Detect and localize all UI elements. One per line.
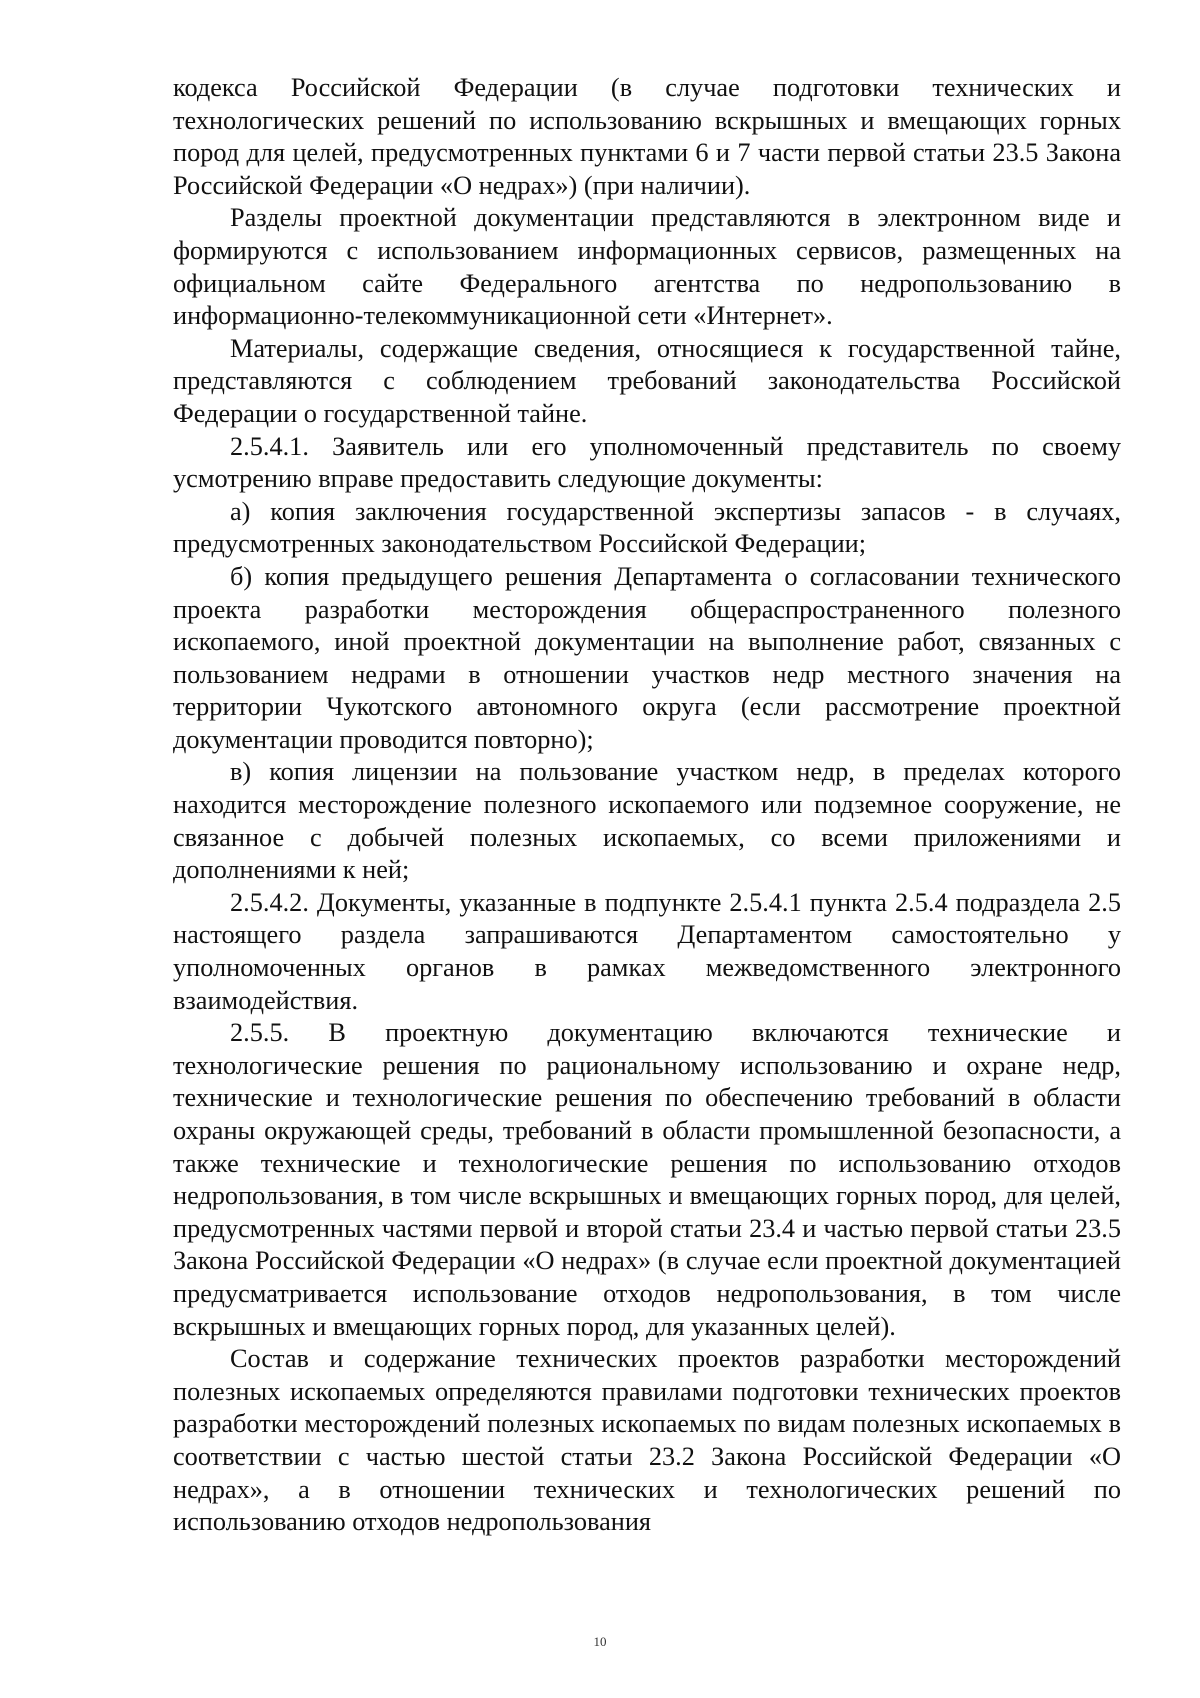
paragraph-5: а) копия заключения государственной экспертизы запасов - в случаях, предусмотренных законодательством Российской Федерации; xyxy=(173,496,1121,559)
paragraph-4: 2.5.4.1. Заявитель или его уполномоченный представитель по своему усмотрению вправе предоставить следующие документы: xyxy=(173,431,1121,494)
paragraph-9: 2.5.5. В проектную документацию включаются технические и технологические решения по рациональному использованию и охране недр, технические и технологические решения по обеспечению требований в области охраны окружающей среды, требований в области промышленной безопасности, а также технические и технологические решения по использованию отходов недропользования, в том числе вскрышных и вмещающих горных пород, для целей, предусмотренных частями первой и второй статьи 23.4 и частью первой статьи 23.5 Закона Российской Федерации «О недрах» (в случае если проектной документацией предусматривается использование отходов недропользования, в том числе вскрышных и вмещающих горных пород, для указанных целей). xyxy=(173,1018,1121,1341)
paragraph-10: Состав и содержание технических проектов разработки месторождений полезных ископаемых определяются правилами подготовки технических проектов разработки месторождений полезных ископаемых по видам полезных ископаемых в соответствии с частью шестой статьи 23.2 Закона Российской Федерации «О недрах», а в отношении технических и технологических решений по использованию отходов недропользования xyxy=(173,1344,1121,1537)
document-page xyxy=(173,72,1121,1539)
paragraph-8: 2.5.4.2. Документы, указанные в подпункте 2.5.4.1 пункта 2.5.4 подраздела 2.5 настоящего раздела запрашиваются Департаментом самостоятельно у уполномоченных органов в рамках межведомственного электронного взаимодействия. xyxy=(173,887,1121,1015)
paragraph-1: кодекса Российской Федерации (в случае подготовки технических и технологических решений по использованию вскрышных и вмещающих горных пород для целей, предусмотренных пунктами 6 и 7 части первой статьи 23.5 Закона Российской Федерации «О недрах») (при наличии). xyxy=(173,73,1121,200)
paragraph-7: в) копия лицензии на пользование участком недр, в пределах которого находится месторождение полезного ископаемого или подземное сооружение, не связанное с добычей полезных ископаемых, со всеми приложениями и дополнениями к ней; xyxy=(173,757,1121,885)
paragraph-3: Материалы, содержащие сведения, относящиеся к государственной тайне, представляются с соблюдением требований законодательства Российской Федерации о государственной тайне. xyxy=(173,333,1121,428)
paragraph-6: б) копия предыдущего решения Департамента о согласовании технического проекта разработки месторождения общераспространенного полезного ископаемого, иной проектной документации на выполнение работ, связанных с пользованием недрами в отношении участков недр местного значения на территории Чукотского автономного округа (если рассмотрение проектной документации проводится повторно); xyxy=(173,561,1121,754)
page-number: 10 xyxy=(593,1634,607,1649)
paragraph-2: Разделы проектной документации представляются в электронном виде и формируются с использованием информационных сервисов, размещенных на официальном сайте Федерального агентства по недропользованию в информационно-телекоммуникационной сети «Интернет». xyxy=(173,203,1121,331)
